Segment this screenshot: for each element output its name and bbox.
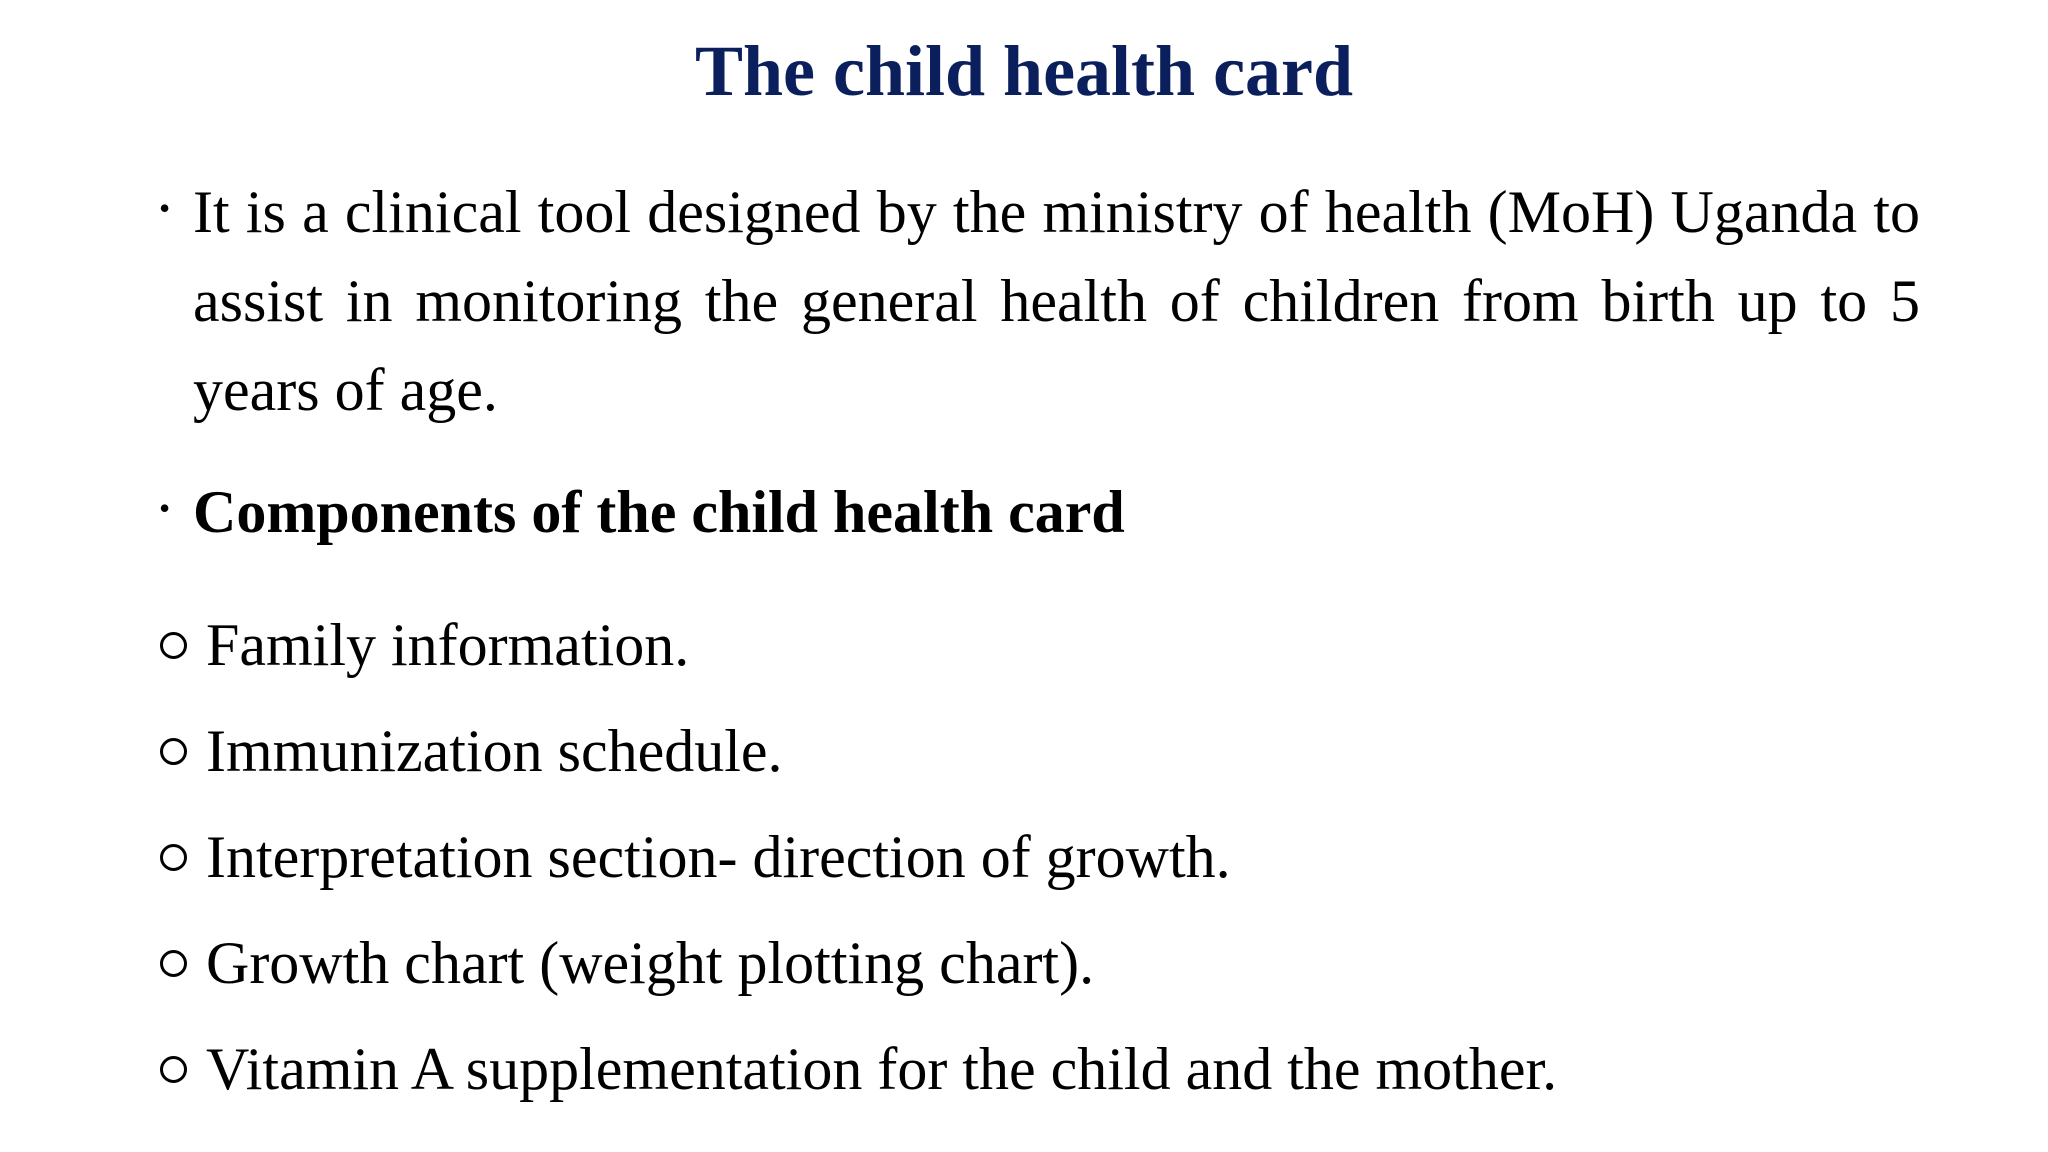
list-item-label: Growth chart (weight plotting chart).: [206, 929, 1095, 996]
components-list: [160, 592, 1960, 1122]
hollow-circle-icon: [160, 844, 187, 871]
hollow-circle-icon: [160, 738, 187, 765]
list-item-label: Family information.: [206, 611, 690, 678]
list-item: [160, 804, 1960, 910]
list-item-label: Immunization schedule.: [206, 717, 783, 784]
list-item: [160, 910, 1960, 1016]
list-item-label: Interpretation section- direction of growth.: [206, 823, 1231, 890]
list-item: [160, 698, 1960, 804]
bullet-dot-icon: •: [159, 190, 171, 226]
components-heading: Components of the child health card: [193, 479, 1125, 545]
list-item-label: Vitamin A supplementation for the child and the mother.: [206, 1035, 1558, 1102]
list-item: [160, 1016, 1960, 1122]
list-item: [160, 592, 1960, 698]
hollow-circle-icon: [160, 1056, 187, 1083]
hollow-circle-icon: [160, 950, 187, 977]
bullet-dot-icon: •: [159, 490, 171, 526]
description-paragraph: It is a clinical tool designed by the ministry of health (MoH) Uganda to assist in monitoring the general health of children from birth up to 5 years of age.: [193, 179, 1920, 423]
slide-title: The child health card: [694, 31, 1354, 111]
hollow-circle-icon: [160, 632, 187, 659]
